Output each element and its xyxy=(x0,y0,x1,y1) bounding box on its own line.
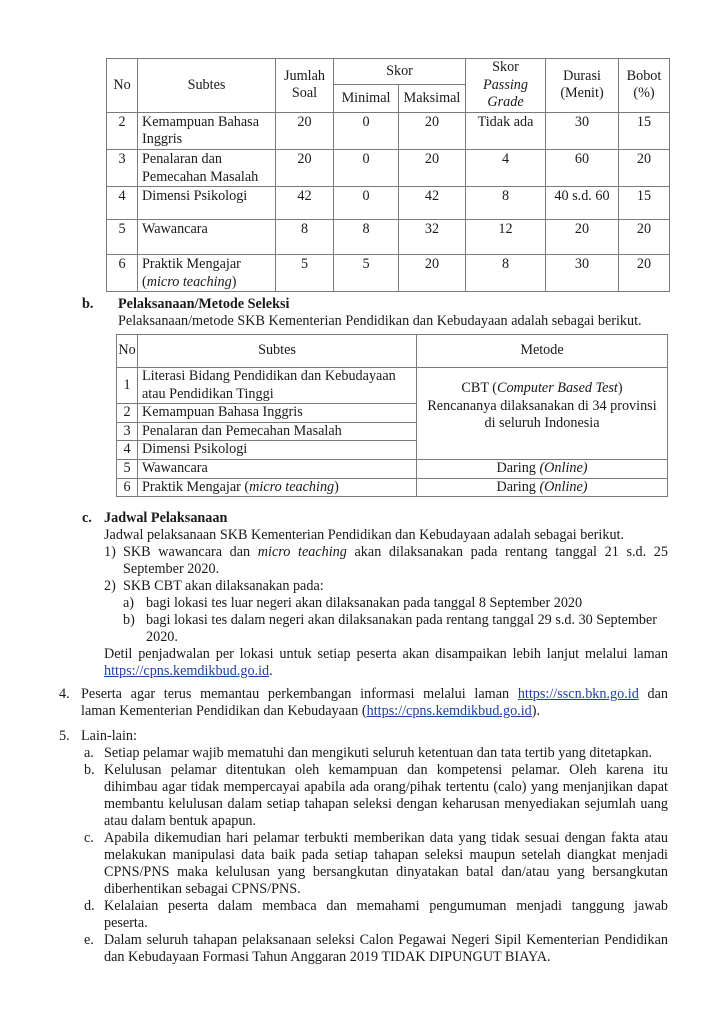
cell-bobot: 20 xyxy=(619,220,670,255)
cell-bobot: 15 xyxy=(619,112,670,149)
table-row xyxy=(117,478,668,497)
schedule-item-1-text-b: akan dilaksanakan pada rentang tanggal 21 s.d. 25 xyxy=(346,544,668,560)
metode-cbt-suffix: ) xyxy=(617,380,623,397)
header-skor-passing-line2: Passing xyxy=(483,76,528,93)
cell-subtes-line2: Pemecahan Masalah xyxy=(142,168,259,185)
metode-daring-italic: (Online) xyxy=(539,478,588,495)
cell-no: 5 xyxy=(117,459,138,478)
cpns-kemdikbud-link-2[interactable]: https://cpns.kemdikbud.go.id xyxy=(366,703,532,719)
table-row xyxy=(107,255,670,292)
cell-minimal: 0 xyxy=(334,112,399,149)
cell-metode-cbt xyxy=(417,368,668,460)
table-row xyxy=(107,112,670,149)
cell-subtes: Dimensi Psikologi xyxy=(138,187,276,220)
other-item-b-marker: b. xyxy=(84,762,95,778)
other-item-d-marker: d. xyxy=(84,898,95,914)
cell-maksimal: 42 xyxy=(399,187,466,220)
cell-minimal: 5 xyxy=(334,255,399,292)
item-4-text-b: dan xyxy=(647,686,669,702)
item-4-text-a: Peserta agar terus memantau perkembangan informasi melalui laman xyxy=(81,686,510,702)
other-item-e-marker: e. xyxy=(84,932,94,948)
cell-subtes-italic: micro teaching xyxy=(146,273,232,290)
table-row xyxy=(107,220,670,255)
sscn-bkn-link[interactable]: https://sscn.bkn.go.id xyxy=(517,686,639,702)
section-b-marker-text: b. xyxy=(82,296,94,312)
cell-subtes: Kemampuan Bahasa Inggris xyxy=(138,404,417,423)
cell-subtes xyxy=(138,112,276,149)
cell-subtes: Wawancara xyxy=(138,459,417,478)
cell-subtes xyxy=(138,255,276,292)
other-item-b-line2: dihimbau agar tidak mempercayai apabila ada orang/pihak tertentu (calo) yang menjanjikan dapat xyxy=(104,779,668,795)
metode-cbt-line2: Rencananya dilaksanakan di 34 provinsi xyxy=(427,397,657,414)
cell-no: 4 xyxy=(107,187,138,220)
header-skor-passing-grade xyxy=(466,59,546,113)
schedule-detail-line1: Detil penjadwalan per lokasi untuk setiap peserta akan disampaikan lebih lanjut melalui laman xyxy=(104,646,668,662)
header-jumlah-soal-line1: Jumlah xyxy=(284,67,325,84)
cell-subtes-italic: micro teaching xyxy=(249,478,335,495)
item-4-line1 xyxy=(81,686,668,704)
cell-passing-grade: Tidak ada xyxy=(466,112,546,149)
section-c-intro: Jadwal pelaksanaan SKB Kementerian Pendidikan dan Kebudayaan adalah sebagai berikut. xyxy=(104,527,625,543)
other-item-e-line1: Dalam seluruh tahapan pelaksanaan seleksi Calon Pegawai Negeri Sipil Kementerian Pendidikan xyxy=(104,932,668,948)
section-c-title xyxy=(104,510,227,528)
cell-subtes xyxy=(138,149,276,186)
cell-subtes: Penalaran dan Pemecahan Masalah xyxy=(138,422,417,441)
table-row xyxy=(117,368,668,404)
schedule-subitem-b-marker: b) xyxy=(123,612,135,628)
cell-durasi: 20 xyxy=(546,220,619,255)
cell-minimal: 0 xyxy=(334,187,399,220)
schedule-item-1-italic: micro teaching xyxy=(257,544,347,560)
cell-bobot: 20 xyxy=(619,255,670,292)
header-jumlah-soal-line2: Soal xyxy=(291,85,318,102)
cell-metode-daring xyxy=(417,478,668,497)
header-maksimal: Maksimal xyxy=(399,85,466,112)
cell-durasi: 30 xyxy=(546,112,619,149)
cell-jumlah-soal: 20 xyxy=(276,149,334,186)
cell-subtes-suffix: ) xyxy=(334,478,339,495)
cell-jumlah-soal: 42 xyxy=(276,187,334,220)
schedule-item-1-line1 xyxy=(123,544,668,562)
table-row xyxy=(117,459,668,478)
schedule-detail-period: . xyxy=(269,663,273,679)
other-item-b-line4: atau dalam bentuk apapun. xyxy=(104,813,257,829)
cell-durasi: 60 xyxy=(546,149,619,186)
header-no: No xyxy=(117,335,138,368)
cell-no: 1 xyxy=(117,368,138,404)
cell-passing-grade: 8 xyxy=(466,255,546,292)
cell-no: 4 xyxy=(117,441,138,460)
cell-metode-daring xyxy=(417,459,668,478)
section-b-intro: Pelaksanaan/metode SKB Kementerian Pendidikan dan Kebudayaan adalah sebagai berikut. xyxy=(118,313,642,329)
cell-jumlah-soal: 8 xyxy=(276,220,334,255)
schedule-item-2-marker: 2) xyxy=(104,578,116,594)
schedule-item-1-marker: 1) xyxy=(104,544,116,560)
other-item-c-marker: c. xyxy=(84,830,94,846)
table-row xyxy=(107,149,670,186)
cell-durasi: 30 xyxy=(546,255,619,292)
section-b-title xyxy=(118,296,289,314)
cell-subtes-paren-close: ) xyxy=(231,273,237,290)
metode-daring-italic: (Online) xyxy=(539,459,588,476)
item-4-text-c: laman Kementerian Pendidikan dan Kebudayaan ( xyxy=(81,703,367,719)
header-subtes: Subtes xyxy=(138,335,417,368)
other-item-c-line4: diberhentikan sebagai CPNS/PNS. xyxy=(104,881,301,897)
section-b-marker xyxy=(82,296,93,314)
header-skor: Skor xyxy=(334,59,466,85)
schedule-subitem-a-text: bagi lokasi tes luar negeri akan dilaksanakan pada tanggal 8 September 2020 xyxy=(146,595,583,611)
cell-no: 6 xyxy=(107,255,138,292)
schedule-detail-line2 xyxy=(104,663,273,681)
cell-minimal: 8 xyxy=(334,220,399,255)
cell-jumlah-soal: 20 xyxy=(276,112,334,149)
cell-subtes-line1: Literasi Bidang Pendidikan dan Kebudayaan xyxy=(142,368,396,384)
header-durasi-line2: (Menit) xyxy=(560,85,604,102)
header-skor-passing-line1: Skor xyxy=(492,59,519,75)
item-4-line2 xyxy=(81,703,540,721)
cell-subtes-prefix: Praktik Mengajar ( xyxy=(142,478,250,495)
other-item-a-line1: Setiap pelamar wajib mematuhi dan mengikuti seluruh ketentuan dan tata tertib yang ditetapkan. xyxy=(104,745,653,761)
item-5-marker: 5. xyxy=(59,728,70,744)
cell-no: 6 xyxy=(117,478,138,497)
cell-bobot: 20 xyxy=(619,149,670,186)
section-c-marker xyxy=(82,510,92,528)
other-item-d-line2: peserta. xyxy=(104,915,148,931)
item-4-marker: 4. xyxy=(59,686,70,702)
metode-daring-text: Daring xyxy=(496,459,540,476)
item-4-text-d: ). xyxy=(531,703,541,719)
cell-passing-grade: 8 xyxy=(466,187,546,220)
cell-minimal: 0 xyxy=(334,149,399,186)
cell-subtes-line1: Penalaran dan xyxy=(142,150,222,167)
cell-subtes-line2: atau Pendidikan Tinggi xyxy=(142,385,274,402)
other-item-c-line3: CPNS/PNS maka kelulusan yang bersangkutan dinyatakan batal dan/atau yang bersangkutan xyxy=(104,864,668,880)
other-item-d-line1: Kelalaian peserta dalam membaca dan memahami pengumuman menjadi tanggung jawab xyxy=(104,898,668,914)
cell-subtes-line1: Kemampuan Bahasa xyxy=(142,113,260,130)
header-metode: Metode xyxy=(417,335,668,368)
cell-subtes-line2: Inggris xyxy=(142,131,183,148)
header-bobot-line1: Bobot xyxy=(626,67,662,84)
cell-jumlah-soal: 5 xyxy=(276,255,334,292)
other-item-b-line3: membantu kelulusan dalam setiap tahapan seleksi dengan keharusan menyediakan sejumlah uang xyxy=(104,796,668,812)
cell-no: 3 xyxy=(107,149,138,186)
cell-subtes: Wawancara xyxy=(138,220,276,255)
metode-cbt-italic: Computer Based Test xyxy=(497,380,618,397)
schedule-subitem-b-line1: bagi lokasi tes dalam negeri akan dilaksanakan pada rentang tanggal 29 s.d. 30 September xyxy=(146,612,657,628)
metode-daring-text: Daring xyxy=(496,478,540,495)
other-item-a-marker: a. xyxy=(84,745,94,761)
cell-passing-grade: 12 xyxy=(466,220,546,255)
metode-cbt-line3: di seluruh Indonesia xyxy=(484,415,600,432)
other-item-e-line2: dan Kebudayaan Formasi Tahun Anggaran 2019 TIDAK DIPUNGUT BIAYA. xyxy=(104,949,551,965)
header-jumlah-soal xyxy=(276,59,334,113)
header-bobot xyxy=(619,59,670,113)
other-item-c-line1: Apabila dikemudian hari pelamar terbukti memberikan data yang tidak sesuai dengan fakta atau xyxy=(104,830,668,846)
cell-no: 5 xyxy=(107,220,138,255)
metode-cbt-prefix: CBT ( xyxy=(461,380,497,397)
header-bobot-line2: (%) xyxy=(633,85,655,102)
subtes-skor-table xyxy=(106,58,670,292)
schedule-subitem-b-line2: 2020. xyxy=(146,629,178,645)
cell-maksimal: 20 xyxy=(399,255,466,292)
header-minimal: Minimal xyxy=(334,85,399,112)
header-no: No xyxy=(107,59,138,113)
schedule-subitem-a-marker: a) xyxy=(123,595,135,611)
cell-maksimal: 20 xyxy=(399,149,466,186)
table-header-row xyxy=(117,335,668,368)
header-skor-passing-line3: Grade xyxy=(487,94,524,111)
header-durasi xyxy=(546,59,619,113)
cell-bobot: 15 xyxy=(619,187,670,220)
schedule-item-1-line2: September 2020. xyxy=(123,561,220,577)
metode-seleksi-table xyxy=(116,334,668,497)
cell-maksimal: 32 xyxy=(399,220,466,255)
cell-durasi: 40 s.d. 60 xyxy=(546,187,619,220)
section-c-title-text: Jadwal Pelaksanaan xyxy=(104,510,228,526)
section-b-title-text: Pelaksanaan/Metode Seleksi xyxy=(118,296,290,312)
section-c-marker-text: c. xyxy=(82,510,92,526)
item-5-title: Lain-lain: xyxy=(81,728,137,744)
header-subtes: Subtes xyxy=(138,59,276,113)
schedule-item-2-text: SKB CBT akan dilaksanakan pada: xyxy=(123,578,324,594)
cell-subtes-line1: Praktik Mengajar xyxy=(142,256,241,273)
cell-subtes: Dimensi Psikologi xyxy=(138,441,417,460)
table-header-row xyxy=(107,59,670,85)
cell-subtes xyxy=(138,368,417,404)
cell-no: 2 xyxy=(107,112,138,149)
table-row xyxy=(107,187,670,220)
other-item-b-line1: Kelulusan pelamar ditentukan oleh kemampuan dan kompetensi pelamar. Oleh karena itu xyxy=(104,762,668,778)
cpns-kemdikbud-link[interactable]: https://cpns.kemdikbud.go.id xyxy=(104,663,270,679)
header-durasi-line1: Durasi xyxy=(563,67,601,84)
other-item-c-line2: melakukan manipulasi data baik pada setiap tahapan seleksi maupun setelah diangkat menjadi xyxy=(104,847,668,863)
cell-passing-grade: 4 xyxy=(466,149,546,186)
cell-maksimal: 20 xyxy=(399,112,466,149)
schedule-item-1-text-a: SKB wawancara dan xyxy=(123,544,258,560)
cell-subtes-paren-open: ( xyxy=(142,273,147,290)
cell-no: 2 xyxy=(117,404,138,423)
cell-subtes xyxy=(138,478,417,497)
cell-no: 3 xyxy=(117,422,138,441)
